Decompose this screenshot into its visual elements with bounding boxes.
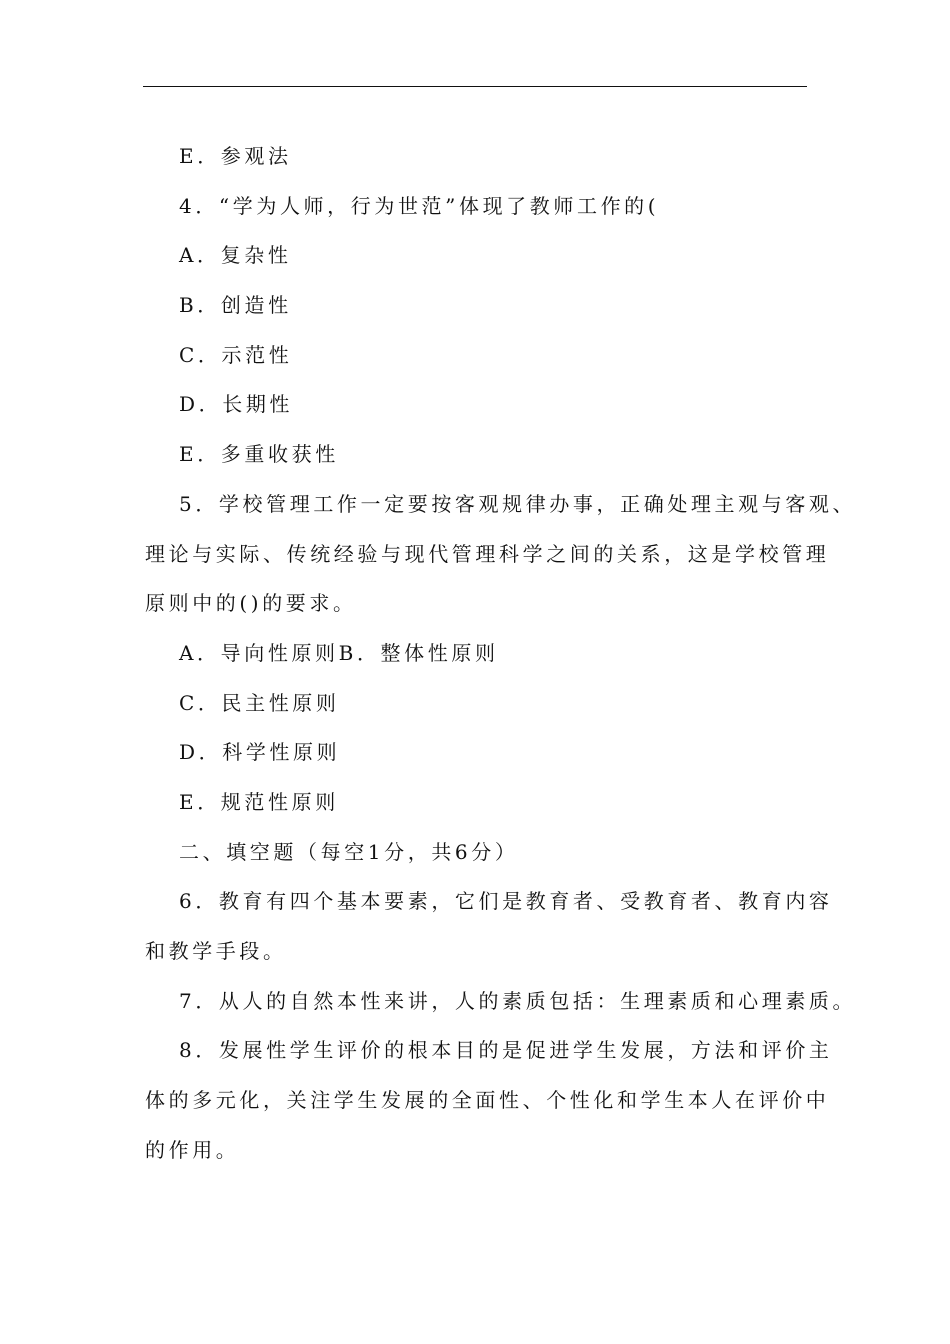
option-line: A．导向性原则B．整体性原则 (179, 640, 499, 665)
document-body (145, 132, 857, 1175)
question-7: 7．从人的自然本性来讲，人的素质包括：生理素质和心理素质。 (179, 988, 857, 1013)
option-line: D．长期性 (179, 392, 294, 417)
option-line: A．复杂性 (179, 243, 292, 268)
question-4: 4．“学为人师，行为世范”体现了教师工作的( (179, 193, 660, 218)
option-line: E．规范性原则 (179, 789, 339, 814)
option-line: C．示范性 (179, 342, 293, 367)
option-line: E．多重收获性 (179, 442, 339, 467)
option-line: B．创造性 (179, 293, 292, 318)
option-line: C．民主性原则 (179, 690, 340, 715)
option-line: D．科学性原则 (179, 740, 341, 765)
question-5-continued: 理论与实际、传统经验与现代管理科学之间的关系，这是学校管理 (145, 541, 830, 566)
section-heading: 二、填空题（每空1分，共6分） (179, 839, 519, 864)
question-8-continued: 的作用。 (145, 1137, 240, 1162)
question-5-continued: 原则中的()的要求。 (145, 591, 357, 616)
question-6: 6．教育有四个基本要素，它们是教育者、受教育者、教育内容 (179, 889, 833, 914)
question-8: 8．发展性学生评价的根本目的是促进学生发展，方法和评价主 (179, 1038, 833, 1063)
option-line: E．参观法 (179, 144, 292, 168)
question-6-continued: 和教学手段。 (145, 939, 287, 963)
header-rule (143, 86, 807, 87)
question-5: 5．学校管理工作一定要按客观规律办事，正确处理主观与客观、 (179, 491, 857, 516)
question-8-continued: 体的多元化，关注学生发展的全面性、个性化和学生本人在评价中 (145, 1088, 830, 1113)
